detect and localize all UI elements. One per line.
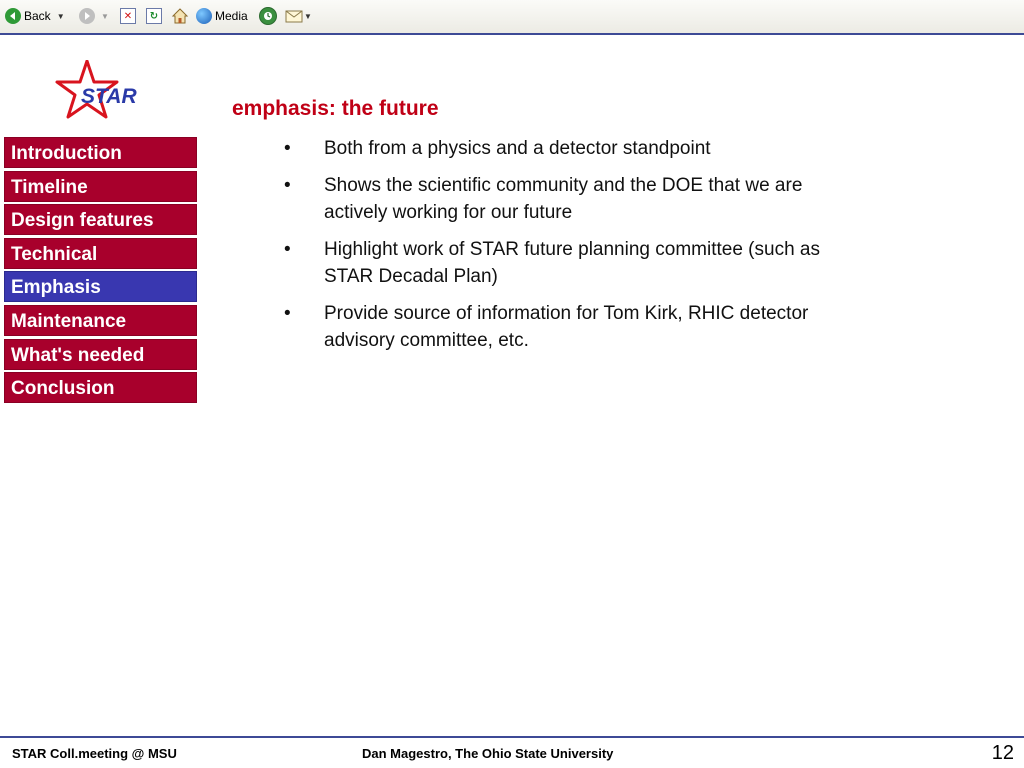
refresh-button[interactable] xyxy=(146,6,162,26)
footer-author: Dan Magestro, The Ohio State University xyxy=(362,746,614,761)
home-icon xyxy=(171,7,189,25)
back-label: Back xyxy=(24,9,51,23)
nav-item-technical[interactable]: Technical xyxy=(4,238,197,269)
bullet-item xyxy=(282,300,842,354)
bullet-text: Both from a physics and a detector standpoint xyxy=(324,138,711,159)
nav-item-introduction[interactable]: Introduction xyxy=(4,137,197,168)
media-label: Media xyxy=(215,9,248,23)
page-number: 12 xyxy=(991,742,1014,764)
bullet-symbol: • xyxy=(284,303,291,324)
bullet-item xyxy=(282,236,842,290)
home-button[interactable] xyxy=(171,6,189,26)
history-button[interactable] xyxy=(259,6,277,26)
bullet-item xyxy=(282,135,842,162)
globe-icon xyxy=(196,8,212,24)
mail-button[interactable] xyxy=(285,6,312,26)
back-arrow-icon xyxy=(5,8,21,24)
media-button[interactable] xyxy=(196,6,248,26)
forward-button[interactable] xyxy=(79,6,109,26)
browser-toolbar xyxy=(0,0,1024,35)
stop-button[interactable] xyxy=(120,6,136,26)
mail-icon xyxy=(285,8,303,24)
footer-meeting: STAR Coll.meeting @ MSU xyxy=(12,746,177,761)
bullet-text: Shows the scientific community and the DOE that we are actively working for our future xyxy=(324,175,803,223)
chevron-down-icon[interactable]: ▼ xyxy=(101,11,109,21)
logo-text: STAR xyxy=(81,85,137,108)
chevron-down-icon[interactable]: ▼ xyxy=(304,11,312,21)
bullet-list xyxy=(282,135,842,364)
back-button[interactable] xyxy=(5,6,65,26)
chevron-down-icon[interactable]: ▼ xyxy=(56,11,65,21)
history-icon xyxy=(259,7,277,25)
stop-icon: ✕ xyxy=(120,8,136,24)
forward-arrow-icon xyxy=(79,8,95,24)
nav-item-timeline[interactable]: Timeline xyxy=(4,171,197,202)
bullet-text: Highlight work of STAR future planning committee (such as STAR Decadal Plan) xyxy=(324,239,820,287)
bullet-symbol: • xyxy=(284,138,291,159)
nav-item-emphasis[interactable]: Emphasis xyxy=(4,271,197,302)
nav-item-design-features[interactable]: Design features xyxy=(4,204,197,235)
bullet-text: Provide source of information for Tom Kirk, RHIC detector advisory committee, etc. xyxy=(324,303,809,351)
star-logo xyxy=(55,60,140,125)
nav-item-whats-needed[interactable]: What's needed xyxy=(4,339,197,370)
bullet-item xyxy=(282,172,842,226)
footer-divider xyxy=(0,736,1024,738)
slide-navigation xyxy=(4,137,197,406)
nav-item-maintenance[interactable]: Maintenance xyxy=(4,305,197,336)
nav-item-conclusion[interactable]: Conclusion xyxy=(4,372,197,403)
slide-title: emphasis: the future xyxy=(232,97,439,120)
bullet-symbol: • xyxy=(284,239,291,260)
bullet-symbol: • xyxy=(284,175,291,196)
refresh-icon: ↻ xyxy=(146,8,162,24)
